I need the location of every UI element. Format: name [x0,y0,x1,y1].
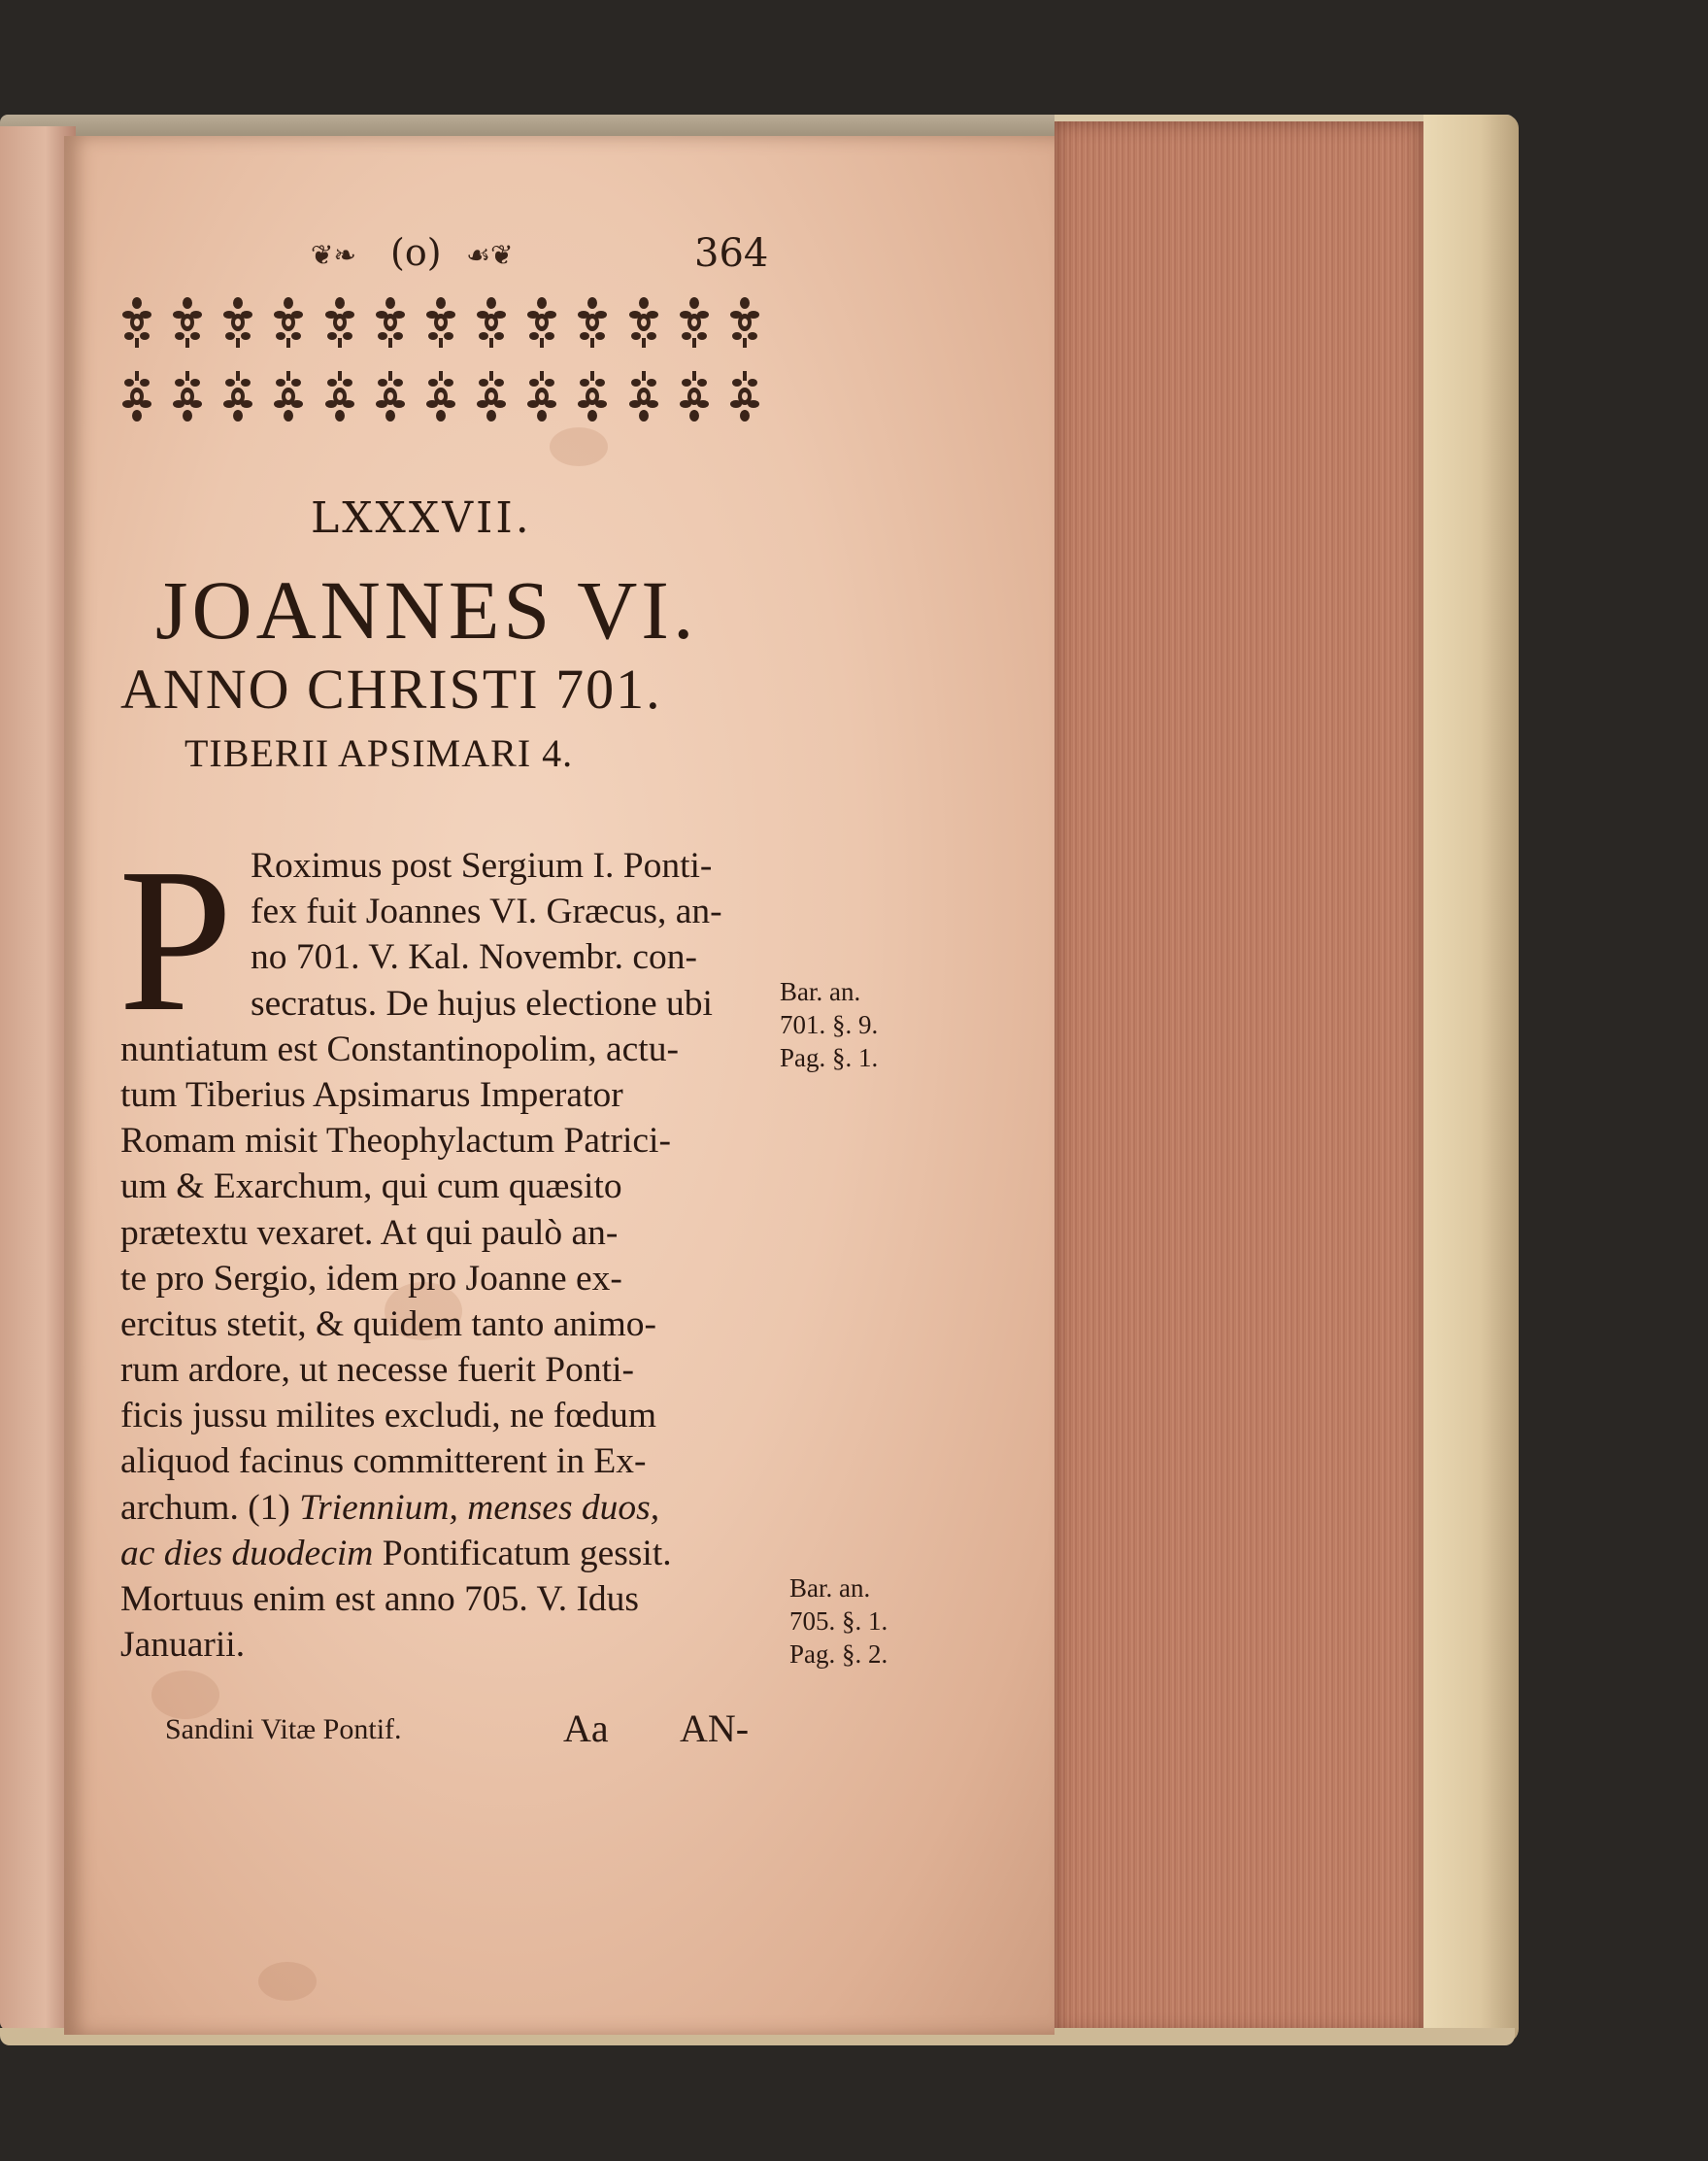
fleuron-ornament-icon [221,369,254,423]
margin-note-line: Pag. §. 1. [780,1043,879,1072]
page-footer [155,1705,796,1754]
body-line: Mortuus enim est anno 705. V. Idus [120,1579,640,1619]
body-line: ficis jussu milites excludi, ne fœdum [120,1396,657,1436]
body-text [120,843,787,1668]
fleuron-ornament-icon [525,369,558,423]
body-line: Januarii. [120,1625,246,1666]
fleuron-ornament-icon [323,295,356,350]
header-mark: (o) [390,231,442,274]
chapter-number: LXXXVII. [311,493,532,543]
fleuron-ornament-icon [374,369,407,423]
fleuron-ornament-icon [627,295,660,350]
fleuron-ornament-icon [678,369,711,423]
margin-note-2 [789,1571,887,1671]
fleuron-ornament-icon [171,369,204,423]
margin-note-line: Bar. an. [780,977,861,1006]
fleuron-ornament-icon [576,295,609,350]
margin-note-line: Pag. §. 2. [789,1639,888,1669]
fleuron-band-top [120,291,761,354]
fleuron-ornament-icon [323,369,356,423]
fleuron-ornament-icon [221,295,254,350]
footer-title: Sandini Vitæ Pontif. [165,1713,402,1745]
body-line: fex fuit Joannes VI. Græcus, an- [251,892,722,932]
body-line: secratus. De hujus electione ubi [251,983,713,1024]
fleuron-band-bottom [120,365,761,427]
fleuron-ornament-icon [171,295,204,350]
margin-note-1 [780,975,878,1074]
fleuron-ornament-icon [627,369,660,423]
body-line [120,1531,787,1576]
body-line [120,1485,787,1531]
body-line: prætextu vexaret. At qui paulò an- [120,1212,619,1253]
fleuron-ornament-icon [678,295,711,350]
margin-note-line: 701. §. 9. [780,1010,879,1039]
page-stain [550,427,608,466]
body-segment: Pontificatum gessit. [382,1533,672,1573]
catchword: AN- [680,1706,750,1750]
fleuron-ornament-icon [576,369,609,423]
italic-segment: ac dies duodecim [120,1533,374,1573]
body-line: Roximus post Sergium I. Ponti- [251,846,713,886]
body-line: te pro Sergio, idem pro Joanne ex- [120,1258,622,1299]
fleuron-ornament-icon [728,295,761,350]
page-number: 364 [694,231,769,276]
fleuron-ornament-icon [120,369,153,423]
fleuron-ornament-icon [374,295,407,350]
body-line: nuntiatum est Constantinopolim, actu- [120,1029,679,1069]
italic-segment: Triennium, menses duos, [299,1487,660,1528]
left-page-bleed-through [6,379,64,1836]
fleuron-ornament-icon [475,295,508,350]
page-edges [1055,121,1423,2035]
body-line: ercitus stetit, & quidem tanto animo- [120,1303,656,1344]
fleuron-ornament-icon [475,369,508,423]
fleuron-ornament-icon [728,369,761,423]
fleuron-ornament-icon [424,295,457,350]
tiberii-line: TIBERII APSIMARI 4. [184,731,574,775]
page-stain [258,1962,317,2001]
margin-note-line: Bar. an. [789,1573,871,1603]
fleuron-ornament-icon [424,369,457,423]
signature-mark: Aa [563,1706,609,1750]
fleuron-ornament-icon [272,295,305,350]
drop-cap: P [118,826,233,1054]
body-line: rum ardore, ut necesse fuerit Ponti- [120,1350,634,1391]
fleuron-ornament-icon [525,295,558,350]
margin-note-line: 705. §. 1. [789,1606,888,1636]
body-line: Romam misit Theophylactum Patrici- [120,1121,671,1162]
header-ornament-left-icon: ❦❧ [311,239,356,271]
pope-title: JOANNES VI. [155,563,698,657]
running-header [311,227,796,280]
header-ornament-right-icon: ☙❦ [466,239,514,271]
fleuron-ornament-icon [120,295,153,350]
body-line: no 701. V. Kal. Novembr. con- [251,937,698,978]
body-line: um & Exarchum, qui cum quæsito [120,1166,622,1207]
vellum-cover [1423,115,1519,2043]
body-line: aliquod facinus committerent in Ex- [120,1441,647,1482]
body-segment: archum. (1) [120,1487,290,1528]
body-line: tum Tiberius Apsimarus Imperator [120,1074,623,1115]
anno-christi-line: ANNO CHRISTI 701. [120,658,662,721]
fleuron-ornament-icon [272,369,305,423]
bleed-through-text [880,486,1103,1360]
